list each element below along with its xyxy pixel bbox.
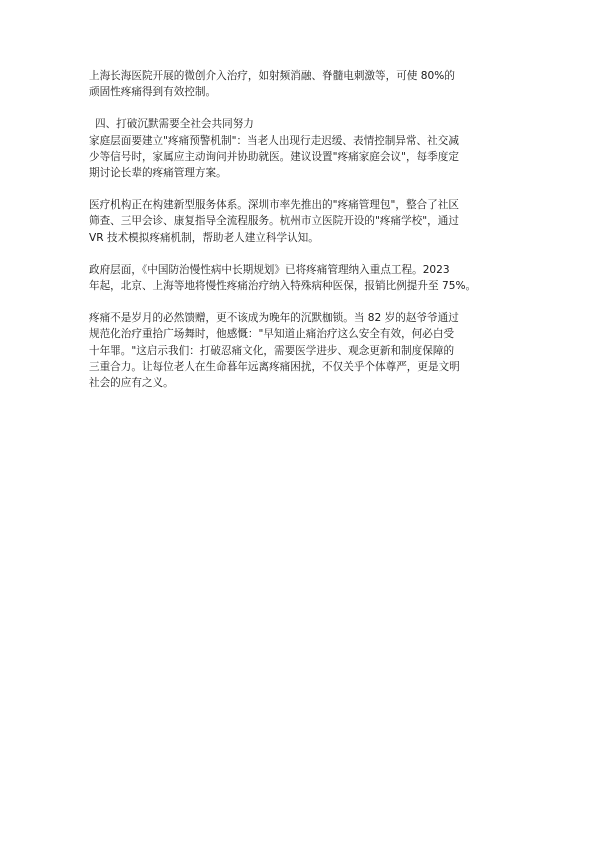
text-line: 社会的应有之义。 (89, 377, 174, 390)
paragraph-family-level (89, 133, 509, 182)
text-line: 少等信号时，家属应主动询问并协助就医。建议设置"疼痛家庭会议"，每季度定 (89, 150, 459, 163)
document-body (89, 68, 509, 407)
text-line: 期讨论长辈的疼痛管理方案。 (89, 167, 227, 180)
section-heading: 四、打破沉默需要全社会共同努力 (95, 118, 254, 131)
paragraph-government-level (89, 262, 509, 294)
text-line: 上海长海医院开展的微创介入治疗，如射频消融、脊髓电刺激等，可使 80%的 (89, 70, 455, 82)
text-line: VR 技术模拟疼痛机制，帮助老人建立科学认知。 (89, 231, 319, 244)
text-line: 疼痛不是岁月的必然馈赠，更不该成为晚年的沉默枷锁。当 82 岁的赵爷爷通过 (89, 312, 459, 325)
text-line: 规范化治疗重拾广场舞时，他感慨："早知道止痛治疗这么安全有效，何必白受 (89, 328, 455, 341)
text-line: 家庭层面要建立"疼痛预警机制"：当老人出现行走迟缓、表情控制异常、社交减 (89, 134, 459, 147)
text-line: 筛查、三甲会诊、康复指导全流程服务。杭州市立医院开设的"疼痛学校"，通过 (89, 215, 459, 228)
text-line: 十年罪。"这启示我们：打破忍痛文化，需要医学进步、观念更新和制度保障的 (89, 344, 455, 357)
text-line: 年起，北京、上海等地将慢性疼痛治疗纳入特殊病种医保，报销比例提升至 75%。 (89, 280, 477, 293)
text-line: 政府层面，《中国防治慢性病中长期规划》已将疼痛管理纳入重点工程。2023 (89, 263, 450, 276)
text-line: 医疗机构正在构建新型服务体系。深圳市率先推出的"疼痛管理包"，整合了社区 (89, 199, 459, 212)
text-line: 顽固性疼痛得到有效控制。 (89, 86, 217, 99)
paragraph-conclusion (89, 310, 509, 391)
paragraph-medical-institutions (89, 197, 509, 246)
text-line: 三重合力。让每位老人在生命暮年远离疼痛困扰，不仅关乎个体尊严，更是文明 (89, 360, 460, 373)
paragraph-minimally-invasive-treatment (89, 68, 509, 100)
